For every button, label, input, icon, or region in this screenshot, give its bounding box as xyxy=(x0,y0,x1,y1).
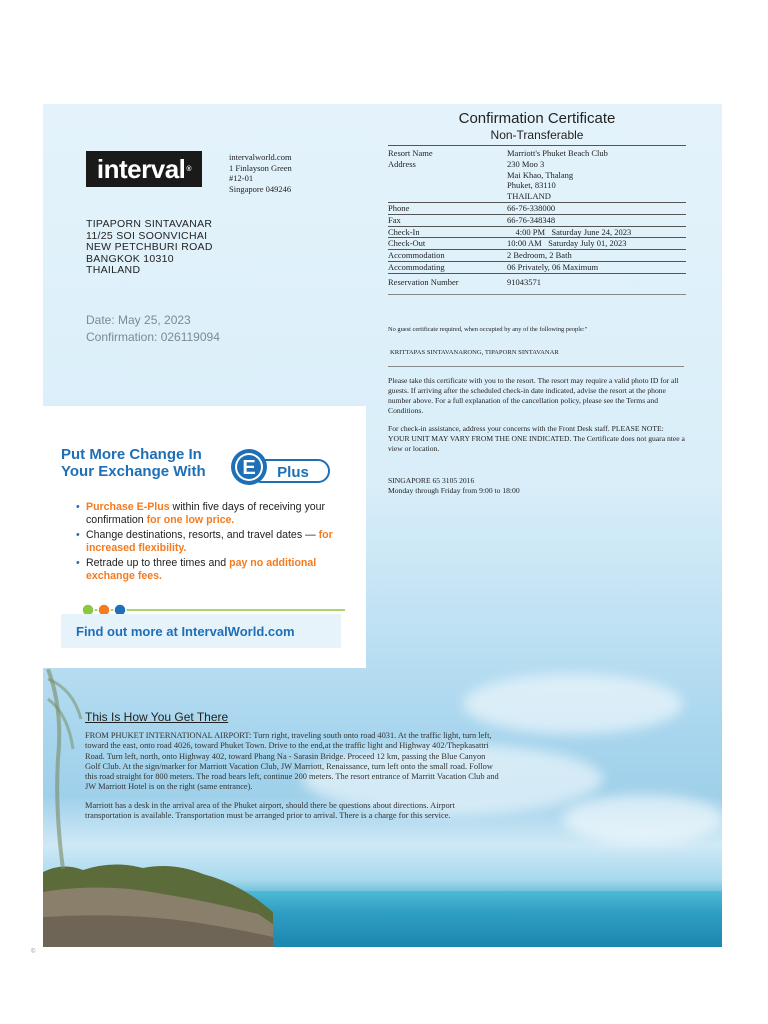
guest-note: No guest certificate required, when occupied by any of the following people:" xyxy=(388,326,588,333)
bullet-item: • Change destinations, resorts, and travel dates — for increased flexibility. xyxy=(76,529,341,554)
interval-logo: interval ® xyxy=(86,151,202,187)
accommodation-row: Accommodation 2 Bedroom, 2 Bath xyxy=(388,250,572,261)
certificate-table: Resort Name Marriott's Phuket Beach Club Address 230 Moo 3 Mai Khao, Thalang Phuket, 83110 THAILAND Phone 66-76-338000 Fax 66-76-348348 Check-In 4:00 PM Saturday June 24, 2023 Check-Out 10:00 AM Saturday July 01, 2023 Accommodation 2 Bedroom, 2 Bath Accommodating 06 Privately, 06 Maximum Reservation Number 91043571 xyxy=(388,145,686,295)
palm-tree-image xyxy=(43,669,83,869)
certificate-subtitle: Non-Transferable xyxy=(490,128,584,142)
divider xyxy=(388,366,684,367)
directions-title: This Is How You Get There xyxy=(85,710,229,724)
airport-paragraph: Marriott has a desk in the arrival area of the Phuket airport, should there be questions about directions. Airport transportation is available. Transportation must be arranged prior to arrival. There is a charge for this service. xyxy=(85,800,455,821)
svg-text:E: E xyxy=(242,457,256,479)
checkout-row: Check-Out 10:00 AM Saturday July 01, 2023 xyxy=(388,238,627,249)
certificate-title: Confirmation Certificate xyxy=(458,110,616,127)
ad-headline: Put More Change In Your Exchange With xyxy=(61,446,206,480)
directions-text xyxy=(85,731,500,829)
date-confirmation xyxy=(86,312,220,346)
bullet-item: • Retrade up to three times and pay no additional exchange fees. xyxy=(76,557,341,582)
directions-paragraph: FROM PHUKET INTERNATIONAL AIRPORT: Turn right, traveling south onto road 4031. At the traffic light, turn left, toward the east, onto road 4026, toward Phuket Town. Drive to the end,at the traffic light and Highway 402/Thepkasattri Road. Turn left, north, onto Highway 402, toward Phang Na - Sarasin Bridge. Proceed 12 km, passing the Blue Canyon Golf Club. At the sign/marker for Marriott Vacation Club, JW Marriott, Renaissance, turn left onto the small road. Follow this road straight for 800 meters. The road bears left, continue 200 meters. The resort entrance of Marritt Vacation Club and JW Marriott Hotel is on the right (same entrance). xyxy=(85,731,499,792)
address-row: Address 230 Moo 3 xyxy=(388,158,545,169)
ad-bullets xyxy=(76,501,341,586)
company-address: intervalworld.com 1 Finlayson Green #12-01 Singapore 049246 xyxy=(229,152,292,194)
ad-website-link[interactable]: Find out more at IntervalWorld.com xyxy=(61,614,341,648)
accommodating-row: Accommodating 06 Privately, 06 Maximum xyxy=(388,261,599,272)
cloud xyxy=(463,674,683,734)
fax-row: Fax 66-76-348348 xyxy=(388,214,556,225)
confirmation-line: Confirmation: 026119094 xyxy=(86,330,220,344)
checkin-assistance-paragraph: For check-in assistance, address your concerns with the Front Desk staff. PLEASE NOTE: YOUR UNIT MAY VARY FROM THE ONE INDICATED. The Certificate does not guara ntee a view or location. xyxy=(388,424,685,453)
checkin-row: Check-In 4:00 PM Saturday June 24, 2023 xyxy=(388,226,632,237)
eplus-logo xyxy=(231,446,331,488)
eplus-advertisement xyxy=(43,406,366,668)
svg-text:Plus: Plus xyxy=(277,464,309,481)
cloud xyxy=(563,794,722,844)
phone-row: Phone 66-76-338000 xyxy=(388,202,556,213)
copyright-mark: © xyxy=(31,949,36,955)
guest-address: TIPAPORN SINTAVANAR 11/25 SOI SOONVICHAI NEW PETCHBURI ROAD BANGKOK 10310 THAILAND xyxy=(86,218,213,277)
reservation-row: Reservation Number 91043571 xyxy=(388,276,541,287)
contact-hours: Monday through Friday from 9:00 to 18:00 xyxy=(388,486,520,495)
guest-names: KRITTAPAS SINTAVANARONG, TIPAPORN SINTAVANAR xyxy=(390,349,559,356)
bullet-item: • Purchase E-Plus within five days of receiving your confirmation for one low price. xyxy=(76,501,341,526)
instructions-paragraph: Please take this certificate with you to the resort. The resort may require a valid photo ID for all guests. If arriving after the scheduled check-in date indicated, advise the resort at the phone number above. For a full explanation of the cancellation policy, please see the Terms and Conditions. xyxy=(388,376,679,415)
contact-phone: SINGAPORE 65 3105 2016 xyxy=(388,476,475,485)
date-line: Date: May 25, 2023 xyxy=(86,313,191,327)
resort-row: Resort Name Marriott's Phuket Beach Club xyxy=(388,148,608,158)
